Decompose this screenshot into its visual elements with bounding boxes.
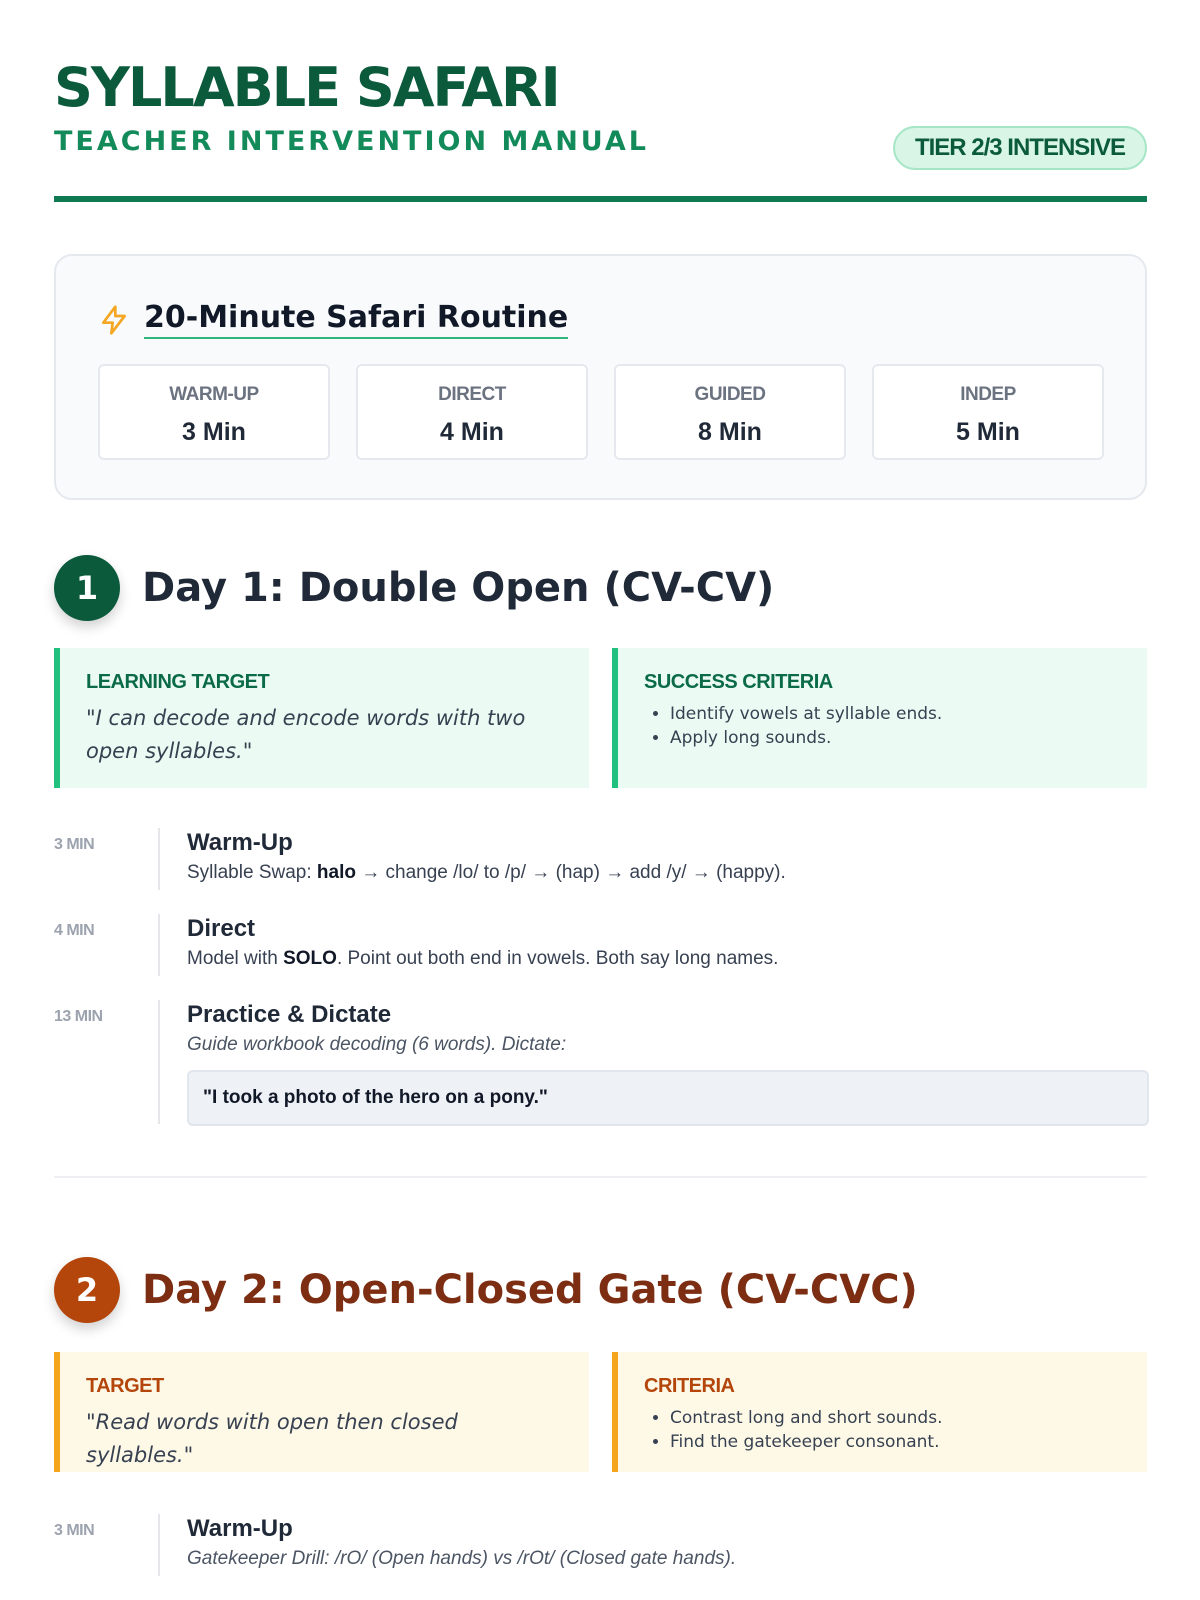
step-body [158, 1514, 1147, 1576]
criteria-label: CRITERIA [644, 1375, 735, 1397]
list-item: • Apply long sounds. [670, 726, 1121, 750]
step-time: 13 MIN [54, 1008, 103, 1025]
step-text-prefix: Syllable Swap: [187, 862, 317, 883]
step-text [187, 860, 1147, 886]
step-body [158, 914, 1147, 976]
routine-header [98, 300, 568, 340]
day-2-title: Day 2: Open-Closed Gate (CV-CVC) [142, 1267, 918, 1313]
lesson-step [54, 1514, 1147, 1576]
success-criteria-list [644, 702, 1121, 750]
lightning-bolt-icon [98, 303, 130, 337]
tier-badge: TIER 2/3 INTENSIVE [893, 126, 1147, 170]
phase-label: GUIDED [694, 384, 766, 405]
step-text-keyword: SOLO [283, 948, 337, 969]
step-time: 3 MIN [54, 1522, 95, 1539]
routine-title: 20-Minute Safari Routine [144, 301, 568, 339]
step-time: 3 MIN [54, 836, 95, 853]
phase-duration: 8 Min [698, 418, 762, 446]
phase-card-direct [356, 364, 588, 460]
day-number-badge: 2 [54, 1257, 120, 1323]
day-2-objectives [54, 1352, 1147, 1472]
day-2-header [54, 1257, 918, 1323]
step-title: Practice & Dictate [187, 1001, 392, 1028]
list-item: • Find the gatekeeper consonant. [670, 1430, 1121, 1454]
page-subtitle: TEACHER INTERVENTION MANUAL [54, 126, 650, 157]
day-1-objectives [54, 648, 1147, 788]
phase-label: WARM-UP [169, 384, 259, 405]
step-text-prefix: Model with [187, 948, 284, 969]
criteria-box [612, 1352, 1147, 1472]
success-criteria-box [612, 648, 1147, 788]
step-body [158, 828, 1147, 890]
routine-card [54, 254, 1147, 500]
phase-duration: 4 Min [440, 418, 504, 446]
step-title: Warm-Up [187, 1515, 293, 1542]
phase-card-indep [872, 364, 1104, 460]
step-text-suffix: → change /lo/ to /p/ → (hap) → add /y/ → (happy). [355, 862, 786, 883]
target-text: "Read words with open then closed syllables." [86, 1410, 458, 1467]
dictation-sentence: "I took a photo of the hero on a pony." [187, 1070, 1149, 1126]
step-text [187, 946, 1147, 972]
manual-page [54, 0, 1147, 1600]
lesson-step [54, 914, 1147, 976]
learning-target-box [54, 648, 589, 788]
step-text: Guide workbook decoding (6 words). Dictate: [187, 1034, 567, 1055]
phase-label: INDEP [960, 384, 1016, 405]
step-text: Gatekeeper Drill: /rO/ (Open hands) vs /rOt/ (Closed gate hands). [187, 1548, 737, 1569]
page-header [54, 58, 1147, 202]
step-body [158, 1000, 1147, 1124]
phase-duration: 3 Min [182, 418, 246, 446]
lesson-step [54, 1000, 1147, 1124]
step-text-keyword: halo [316, 862, 356, 883]
target-label: TARGET [86, 1375, 164, 1397]
routine-phases [98, 364, 1104, 460]
phase-label: DIRECT [438, 384, 506, 405]
list-item: • Identify vowels at syllable ends. [670, 702, 1121, 726]
step-title: Warm-Up [187, 829, 293, 856]
step-time: 4 MIN [54, 922, 95, 939]
phase-card-guided [614, 364, 846, 460]
step-text-suffix: . Point out both end in vowels. Both say long names. [336, 948, 779, 969]
day-number-badge: 1 [54, 555, 120, 621]
phase-duration: 5 Min [956, 418, 1020, 446]
list-item: • Contrast long and short sounds. [670, 1406, 1121, 1430]
lesson-step [54, 828, 1147, 890]
day-1-title: Day 1: Double Open (CV-CV) [142, 565, 775, 611]
criteria-list [644, 1406, 1121, 1454]
day-1-header [54, 555, 774, 621]
success-criteria-label: SUCCESS CRITERIA [644, 671, 833, 693]
page-title: SYLLABLE SAFARI [54, 56, 559, 119]
target-box [54, 1352, 589, 1472]
step-title: Direct [187, 915, 256, 942]
learning-target-label: LEARNING TARGET [86, 671, 270, 693]
learning-target-text: "I can decode and encode words with two open syllables." [86, 706, 526, 763]
section-divider [54, 1176, 1147, 1178]
phase-card-warmup [98, 364, 330, 460]
